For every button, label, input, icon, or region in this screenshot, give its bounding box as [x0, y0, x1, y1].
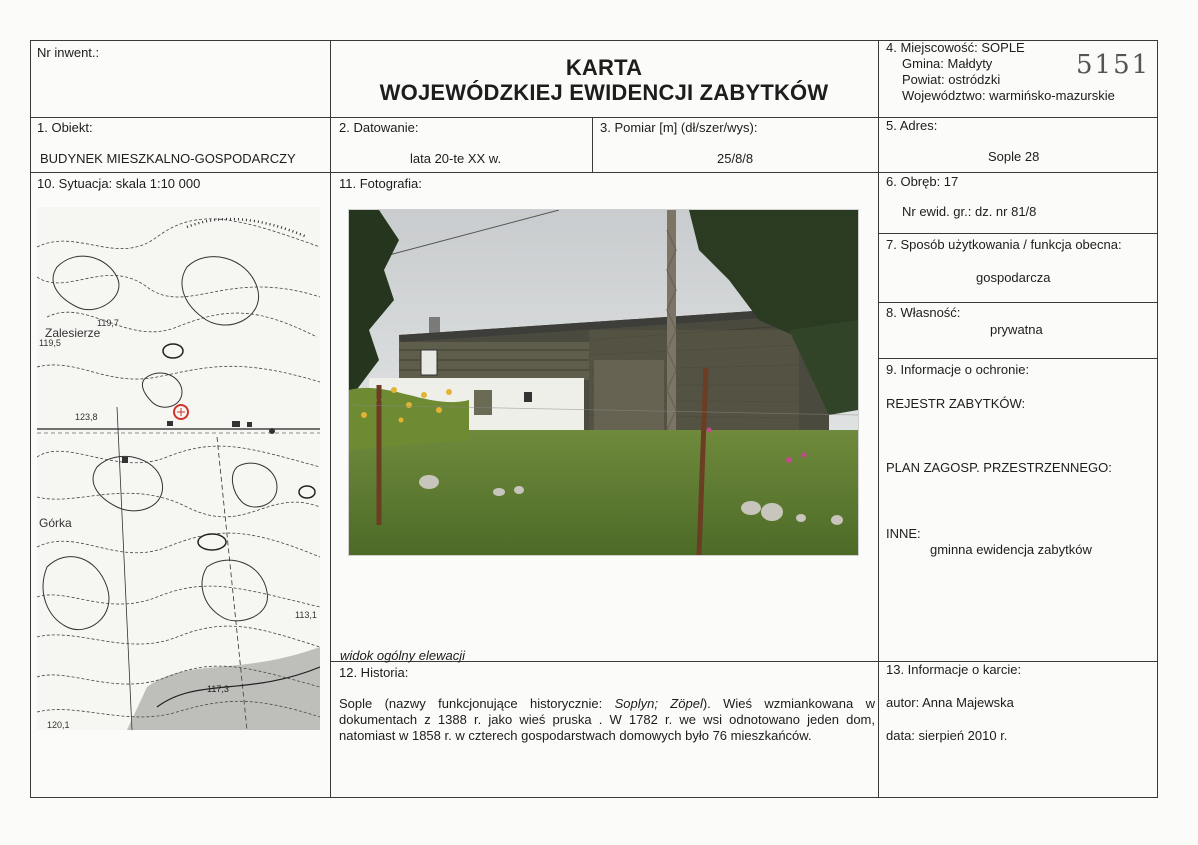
gmina-value: Gmina: Małdyty: [902, 56, 993, 71]
history-text-part1: Sople (nazwy funkcjonujące historycznie:: [339, 696, 615, 711]
history-text-part2: ). Wieś wzmiankowana w dokumentach z 1388 r. jako wieś pruska . W 1782 r. we wsi odnotowano jeden dom, natomiast w 1858 r. w czterech gospodarstwach domowych było 76 mieszkańców.: [339, 696, 875, 743]
situation-map: [37, 207, 320, 730]
other-label: INNE:: [886, 526, 921, 541]
ownership-value: prywatna: [990, 322, 1043, 337]
register-label: REJESTR ZABYTKÓW:: [886, 396, 1026, 411]
date-value: data: sierpień 2010 r.: [886, 728, 1008, 743]
handwritten-number: 5151: [1076, 50, 1151, 80]
dating-value: lata 20-te XX w.: [410, 151, 502, 166]
situation-label: 10. Sytuacja: skala 1:10 000: [37, 176, 201, 191]
object-label: 1. Obiekt:: [37, 120, 93, 135]
history-historical-names: Soplyn; Zöpel: [614, 696, 703, 711]
map-label-elevation: 119,7: [97, 318, 119, 328]
card-info-label: 13. Informacje o karcie:: [886, 662, 1022, 677]
address-label: 5. Adres:: [886, 118, 938, 133]
map-label-elevation: 117,3: [207, 684, 229, 694]
voivodeship-value: Województwo: warmińsko-mazurskie: [902, 88, 1115, 103]
history-label: 12. Historia:: [339, 665, 409, 680]
location-label: 4. Miejscowość: SOPLE: [886, 40, 1025, 55]
photo-caption: widok ogólny elewacji: [340, 648, 466, 663]
address-value: Sople 28: [988, 149, 1040, 164]
map-label-gorka: Górka: [39, 516, 72, 530]
dating-label: 2. Datowanie:: [339, 120, 419, 135]
building-photo-image: [349, 210, 858, 555]
map-label-elevation: 113,1: [295, 610, 317, 620]
topographic-map-image: [37, 207, 320, 730]
building-photograph: [348, 209, 859, 556]
card-title: KARTA: [565, 55, 643, 80]
usage-label: 7. Sposób użytkowania / funkcja obecna:: [886, 237, 1122, 252]
precinct-label: 6. Obręb: 17: [886, 174, 959, 189]
other-value: gminna ewidencja zabytków: [930, 542, 1092, 557]
usage-value: gospodarcza: [976, 270, 1051, 285]
ownership-label: 8. Własność:: [886, 305, 961, 320]
protection-label: 9. Informacje o ochronie:: [886, 362, 1030, 377]
measure-value: 25/8/8: [717, 151, 754, 166]
card-subtitle: WOJEWÓDZKIEJ EWIDENCJI ZABYTKÓW: [379, 80, 829, 105]
author-value: autor: Anna Majewska: [886, 695, 1014, 710]
map-label-elevation: 120,1: [47, 720, 70, 730]
history-text: [339, 696, 875, 744]
inventory-label: Nr inwent.:: [37, 45, 100, 60]
map-label-elevation: 119,5: [39, 338, 61, 348]
photo-label: 11. Fotografia:: [339, 176, 422, 191]
measure-label: 3. Pomiar [m] (dł/szer/wys):: [600, 120, 758, 135]
powiat-value: Powiat: ostródzki: [902, 72, 1001, 87]
parcel-value: Nr ewid. gr.: dz. nr 81/8: [902, 204, 1037, 219]
object-value: BUDYNEK MIESZKALNO-GOSPODARCZY: [40, 151, 296, 166]
plan-label: PLAN ZAGOSP. PRZESTRZENNEGO:: [886, 460, 1112, 475]
map-label-elevation: 123,8: [75, 412, 98, 422]
map-label-zalesierze: Zalesierze: [45, 326, 101, 340]
